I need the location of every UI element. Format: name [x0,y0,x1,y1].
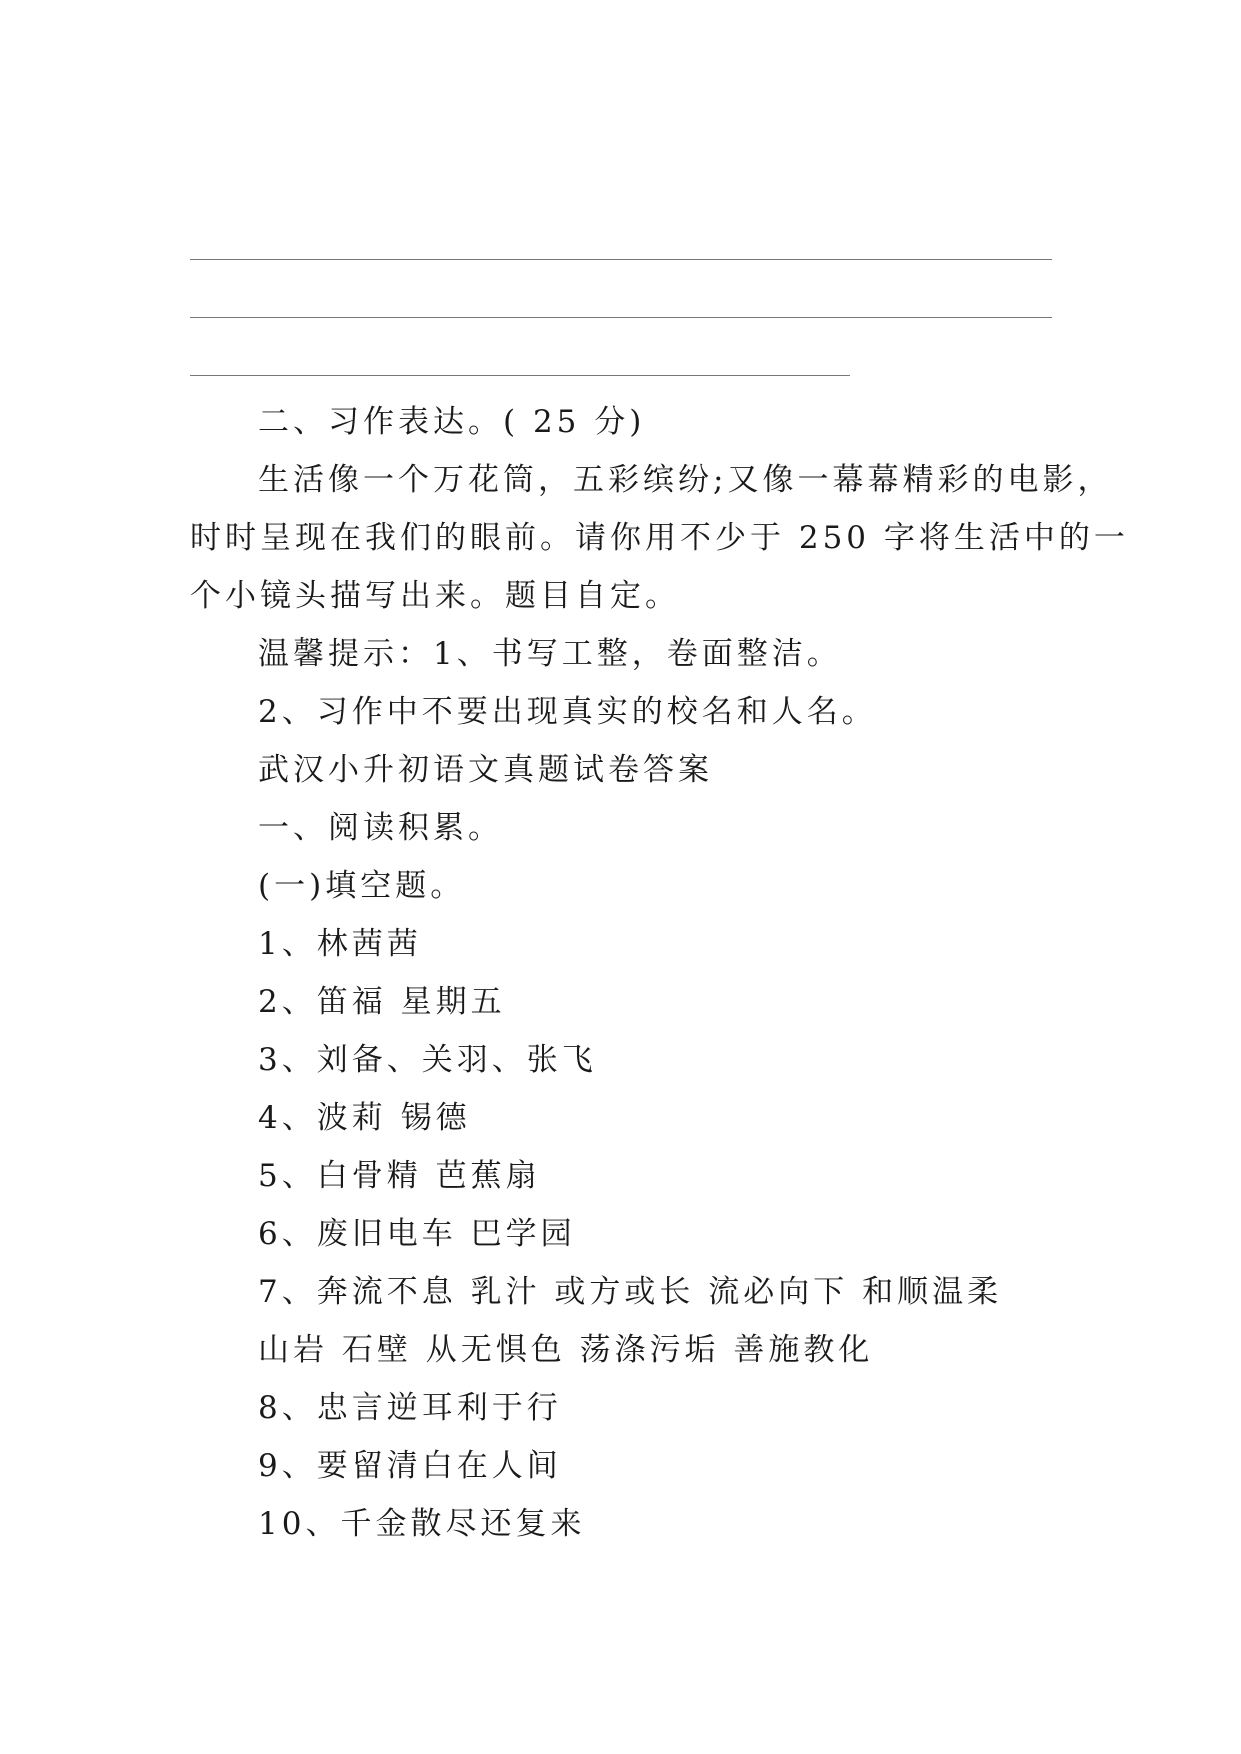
answer-item: 3、刘备、关羽、张飞 [258,1042,597,1078]
answer-item: 2、笛福 星期五 [258,984,506,1020]
answer-item: 6、废旧电车 巴学园 [258,1216,576,1252]
answer-item: 1、林茜茜 [258,926,422,962]
prompt-line: 时时呈现在我们的眼前。请你用不少于 250 字将生活中的一 [190,520,1129,556]
answer-item: 10、千金散尽还复来 [258,1506,586,1542]
essay-heading: 二、习作表达。( 25 分) [258,404,646,440]
answer-item: 4、波莉 锡德 [258,1100,471,1136]
answer-item-continued: 山岩 石壁 从无惧色 荡涤污垢 善施教化 [258,1332,874,1368]
answer-blank-line [190,375,850,376]
answer-item: 9、要留清白在人间 [258,1448,562,1484]
answer-item: 5、白骨精 芭蕉扇 [258,1158,541,1194]
answer-blank-line [190,317,1052,318]
section-heading: 一、阅读积累。 [258,810,503,846]
answer-item: 8、忠言逆耳利于行 [258,1390,562,1426]
prompt-line: 生活像一个万花筒，五彩缤纷;又像一幕幕精彩的电影， [258,462,1113,498]
answer-blank-line [190,259,1052,260]
subsection-heading: (一)填空题。 [258,868,466,904]
answer-title: 武汉小升初语文真题试卷答案 [258,752,713,788]
tip-line: 2、习作中不要出现真实的校名和人名。 [258,694,877,730]
answer-item: 7、奔流不息 乳汁 或方或长 流必向下 和顺温柔 [258,1274,1003,1310]
prompt-line: 个小镜头描写出来。题目自定。 [190,578,680,614]
tip-line: 温馨提示：1、书写工整，卷面整洁。 [258,636,842,672]
